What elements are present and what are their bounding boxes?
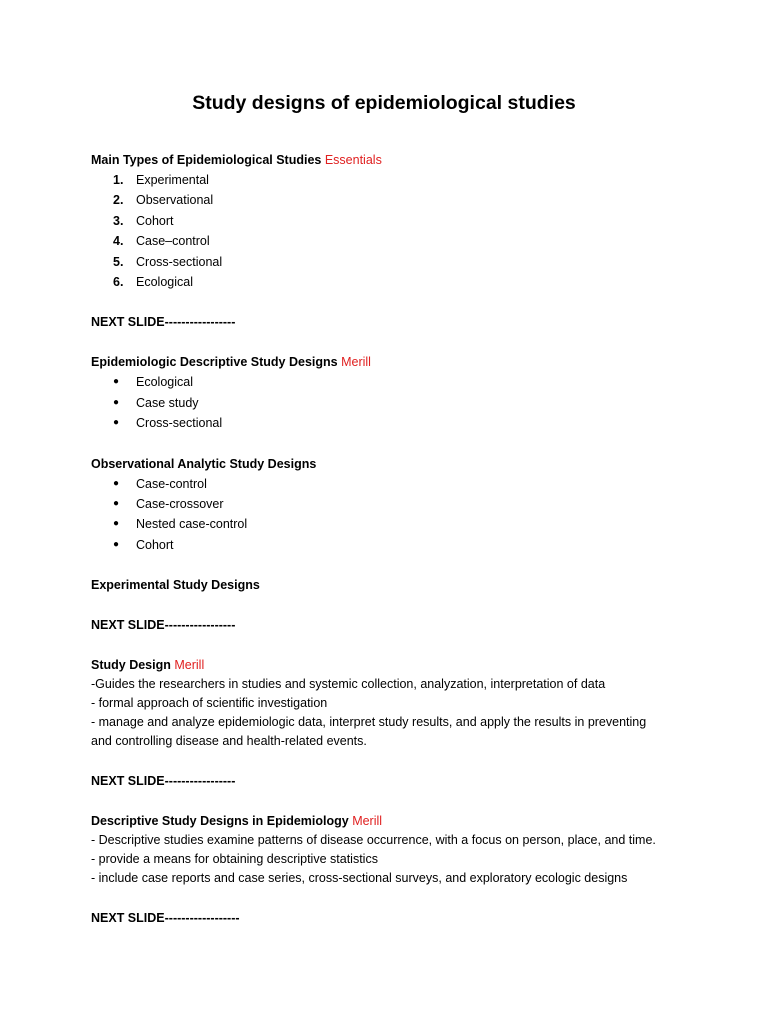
list-item [91,372,691,392]
section-heading-text: Main Types of Epidemiological Studies [91,153,322,167]
list-item-text: Ecological [136,375,193,390]
list-item-text: Case–control [136,234,210,249]
list-item [91,514,691,534]
bullet-icon: ● [113,538,120,550]
list-number: 1. [113,173,124,187]
section-heading-text: Study Design [91,658,171,673]
list-item [91,170,691,190]
bullet-list-analytic-designs [91,474,691,556]
list-item-text: Cohort [136,213,174,228]
list-item-text: Experimental [136,173,209,187]
list-number: 5. [113,254,124,269]
document-body [91,150,691,928]
paragraph-line: - Descriptive studies examine patterns of disease occurrence, with a focus on person, place, and time. [91,833,656,848]
list-number: 3. [113,213,124,228]
list-item [91,231,691,251]
list-number: 4. [113,234,124,249]
next-slide-marker: NEXT SLIDE------------------ [91,911,240,926]
next-slide-marker: NEXT SLIDE----------------- [91,774,236,789]
bullet-icon: ● [113,396,120,408]
paragraph-line: -Guides the researchers in studies and systemic collection, analyzation, interpretation of data [91,677,606,692]
bullet-icon: ● [113,376,120,388]
section-heading-text: Descriptive Study Designs in Epidemiology [91,814,349,829]
list-item [91,190,691,210]
list-item-text: Cross-sectional [136,416,223,431]
paragraph-line: - manage and analyze epidemiologic data, interpret study results, and apply the results in preventing [91,715,647,730]
list-item [91,494,691,514]
list-item-text: Cohort [136,537,174,552]
list-item-text: Nested case-control [136,517,248,532]
list-item-text: Case-crossover [136,497,224,512]
bullet-list-descriptive-designs [91,372,691,433]
document-title: Study designs of epidemiological studies [192,92,576,114]
list-item [91,252,691,272]
paragraph-line: - formal approach of scientific investigation [91,696,328,711]
list-item-text: Case study [136,395,199,410]
section-heading-study-design [91,655,691,675]
section-heading-main-types [91,150,691,170]
source-tag: Essentials [324,153,382,167]
section-heading-text: Epidemiologic Descriptive Study Designs [91,355,338,370]
paragraph-line: - provide a means for obtaining descriptive statistics [91,852,378,867]
list-item [91,272,691,292]
list-item [91,474,691,494]
section-heading-analytic-designs: Observational Analytic Study Designs [91,456,317,471]
list-item-text: Ecological [136,275,193,290]
bullet-icon: ● [113,518,120,530]
section-heading-descriptive-epidemiology [91,811,691,831]
list-item-text: Observational [136,193,214,208]
paragraph-line: and controlling disease and health-related events. [91,734,367,749]
bullet-icon: ● [113,477,120,489]
source-tag: Merill [174,658,205,673]
section-heading-descriptive-designs [91,352,691,372]
list-item-text: Case-control [136,476,207,491]
next-slide-marker: NEXT SLIDE----------------- [91,618,236,633]
list-item [91,413,691,433]
numbered-list-study-types [91,170,691,292]
list-item-text: Cross-sectional [136,254,223,269]
source-tag: Merill [352,814,383,829]
section-heading-experimental-designs: Experimental Study Designs [91,578,260,593]
bullet-icon: ● [113,417,120,429]
next-slide-marker: NEXT SLIDE----------------- [91,315,236,330]
source-tag: Merill [341,355,371,370]
list-number: 2. [113,193,124,208]
list-item [91,211,691,231]
list-number: 6. [113,275,124,290]
paragraph-line: - include case reports and case series, cross-sectional surveys, and exploratory ecologic designs [91,871,628,886]
list-item [91,393,691,413]
bullet-icon: ● [113,498,120,510]
list-item [91,535,691,555]
